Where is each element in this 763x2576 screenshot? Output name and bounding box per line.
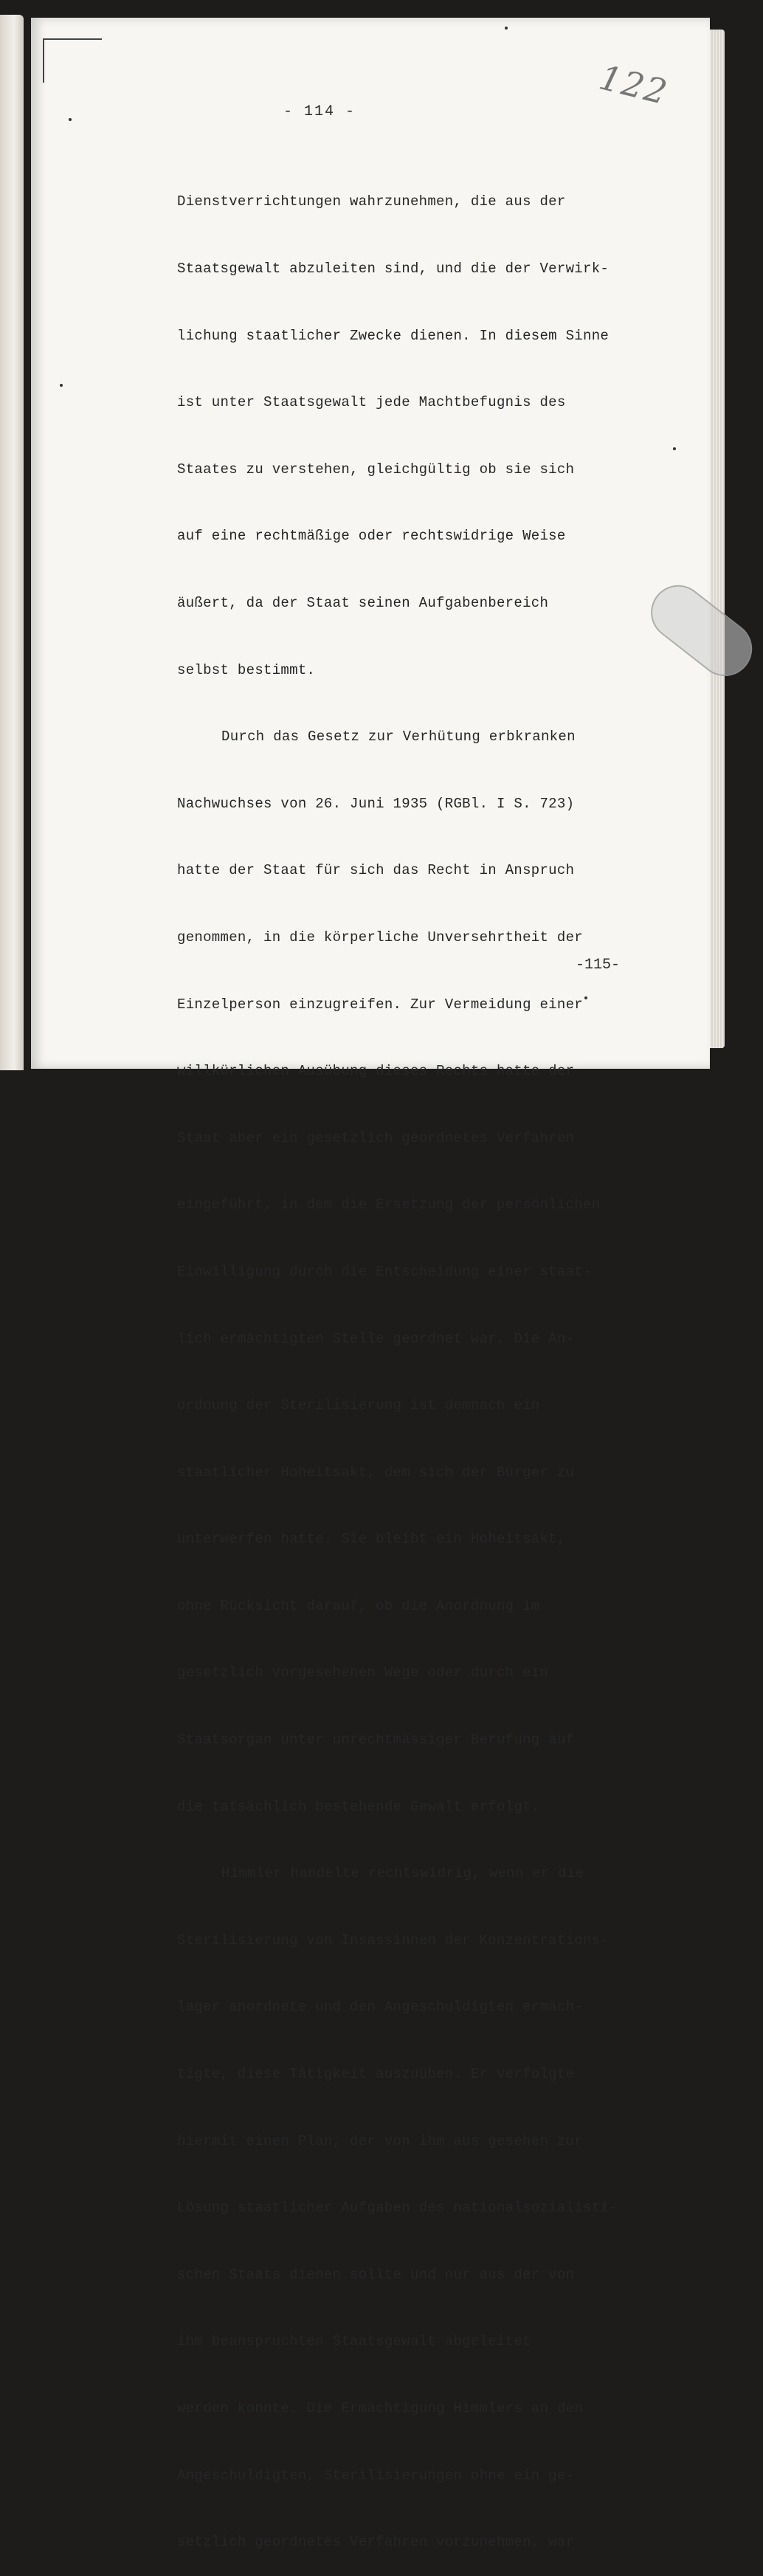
text-line: Staatsorgan unter unrechtmässiger Berufung auf xyxy=(177,1732,575,1749)
ink-speck xyxy=(69,118,72,121)
text-line: Einwilligung durch die Entscheidung einer staat- xyxy=(177,1263,592,1280)
text-line: Lösung staatlicher Aufgaben des nationalsozialisti- xyxy=(177,2200,618,2217)
text-line: die tatsächlich bestehende Gewalt erfolgt. xyxy=(177,1798,540,1815)
text-line: genommen, in die körperliche Unversehrtheit der xyxy=(177,929,583,946)
folio-number: 122 xyxy=(595,57,672,113)
text-line: Sterilisierung von Insassinnen der Konzentrations- xyxy=(177,1932,610,1949)
ink-speck xyxy=(584,996,587,999)
ink-speck xyxy=(673,447,676,450)
text-line: ist unter Staatsgewalt jede Machtbefugnis des xyxy=(177,394,566,411)
text-line: staatlicher Hoheitsakt, dem sich der Bürger zu xyxy=(177,1464,575,1481)
text-line: tigte, diese Tätigkeit auszuüben. Er verfolgte xyxy=(177,2066,575,2083)
text-line: ihm beanspruchten Staatsgewalt abgeleitet xyxy=(177,2333,531,2350)
next-page-marker: -115- xyxy=(576,957,621,974)
text-line: hatte der Staat für sich das Recht in Anspruch xyxy=(177,862,575,879)
text-line: ohne Rücksicht darauf, ob die Anordnung im xyxy=(177,1597,540,1614)
text-line: lich ermächtigten Stelle geordnet war. Die An- xyxy=(177,1330,575,1347)
text-line: Staat aber ein gesetzlich geordnetes Verfahren xyxy=(177,1129,575,1146)
text-line: willkürlichen Ausübung dieses Rechts hatte der xyxy=(177,1063,575,1080)
text-line: schen Staats dienen sollte und nur aus der von xyxy=(177,2266,575,2283)
text-line: Angeschuldigten, Sterilisierungen ohne ein ge- xyxy=(177,2467,575,2484)
text-line: unterwerfen hatte. Sie bleibt ein Hoheitsakt, xyxy=(177,1531,566,1548)
text-line: äußert, da der Staat seinen Aufgabenbereich xyxy=(177,594,549,611)
text-line: lager anordnete und den Angeschuldigten ermäch- xyxy=(177,1999,583,2016)
text-line: eingeführt, in dem die Ersetzung der persönlichen xyxy=(177,1196,601,1213)
text-line: hiermit einen Plan, der von ihm aus gesehen zur xyxy=(177,2132,583,2149)
body-text xyxy=(177,146,649,2576)
text-line: Dienstverrichtungen wahrzunehmen, die aus der xyxy=(177,193,566,210)
text-line: Nachwuchses von 26. Juni 1935 (RGBl. I S. 723) xyxy=(177,795,575,812)
text-line: werden konnte. Die Ermächtigung Himmlers an den xyxy=(177,2400,583,2417)
text-line: auf eine rechtmäßige oder rechtswidrige Weise xyxy=(177,528,566,545)
left-page-edge xyxy=(0,15,24,1070)
text-line: Staatsgewalt abzuleiten sind, und die der Verwirk- xyxy=(177,261,610,277)
text-line: Durch das Gesetz zur Verhütung erbkranken xyxy=(221,729,576,745)
text-line: setzlich geordnetes Verfahren vorzunehmen, war xyxy=(177,2534,575,2551)
ink-speck xyxy=(60,384,63,387)
text-line: gesetzlich vorgesehenen Wege oder durch ein xyxy=(177,1664,549,1681)
ink-speck xyxy=(505,27,508,30)
text-line: Einzelperson einzugreifen. Zur Vermeidung einer xyxy=(177,996,583,1013)
text-line: ordnung der Sterilisierung ist demnach ein xyxy=(177,1397,540,1414)
corner-mark xyxy=(43,38,102,50)
text-line: Staates zu verstehen, gleichgültig ob sie sich xyxy=(177,461,575,478)
page-number: - 114 - xyxy=(283,103,356,120)
text-line: Himmler handelte rechtswidrig, wenn er die xyxy=(221,1865,584,1882)
text-line: selbst bestimmt. xyxy=(177,661,316,678)
text-line: lichung staatlicher Zwecke dienen. In diesem Sinne xyxy=(177,327,610,344)
